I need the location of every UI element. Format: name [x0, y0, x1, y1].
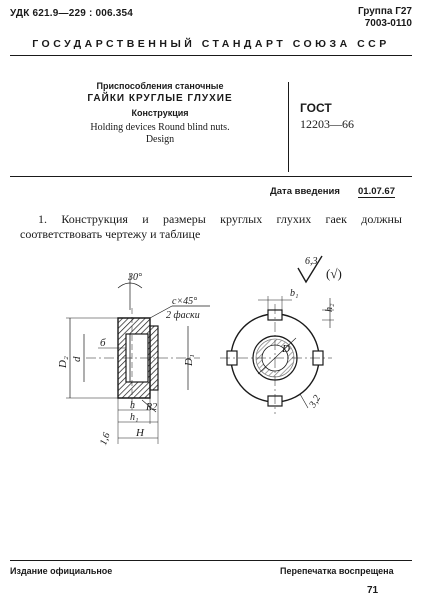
edition-note: Издание официальное — [10, 566, 113, 576]
chamfer-count: 2 фаски — [166, 310, 200, 321]
angle-label: 30° — [128, 272, 142, 283]
header-rule — [10, 55, 412, 56]
title-block — [40, 80, 280, 146]
dim-b1: b₁ — [290, 288, 299, 299]
udk-code: УДК 621.9—229 : 006.354 — [10, 8, 134, 19]
category-title: Приспособления станочные — [96, 81, 224, 91]
dim-D: D — [282, 343, 290, 355]
group-label: Группа Г27 — [357, 6, 412, 17]
group-code — [330, 6, 412, 30]
nut-drawing — [0, 248, 422, 453]
dim-h2: h₂ — [324, 303, 335, 312]
paragraph-1: 1. Конструкция и размеры круглых глухих гаек должны соответствовать чертежу и таблице — [20, 212, 402, 241]
english-title-line2: Design — [145, 134, 175, 145]
dim-H: H — [136, 427, 144, 439]
dim-R2: R2 — [146, 402, 158, 413]
gost-label: ГОСТ — [300, 101, 332, 115]
dim-32: 3,2 — [307, 393, 324, 410]
roughness-symbol — [298, 256, 342, 282]
english-title — [40, 122, 280, 146]
intro-date-label: Дата введения — [270, 186, 340, 197]
page-number: 71 — [367, 585, 379, 596]
dim-16: 1,6 — [98, 431, 113, 447]
dim-D2: D₂ — [57, 356, 69, 368]
dim-h: h — [130, 400, 135, 411]
dim-h1: h₁ — [130, 412, 139, 423]
product-title: ГАЙКИ КРУГЛЫЕ ГЛУХИЕ — [87, 93, 233, 104]
intro-date-value: 01.07.67 — [358, 186, 395, 197]
chamfer-label: c×45° — [172, 296, 198, 307]
roughness-value: 6,3 — [305, 256, 318, 267]
okp-code: 7003-0110 — [364, 18, 412, 29]
end-view — [220, 288, 335, 414]
gost-block — [300, 100, 354, 132]
reprint-note: Перепечатка воспрещена — [280, 566, 394, 576]
section-view — [57, 272, 210, 447]
dim-b: б — [100, 337, 106, 349]
subtitle: Конструкция — [131, 108, 189, 118]
roughness-paren: (√) — [326, 266, 342, 281]
english-title-line1: Holding devices Round blind nuts. — [90, 122, 230, 133]
state-standard-heading: ГОСУДАРСТВЕННЫЙ СТАНДАРТ СОЮЗА ССР — [32, 38, 390, 50]
dim-D1: D₁ — [183, 354, 195, 366]
date-rule — [10, 176, 412, 177]
gost-number: 12203—66 — [300, 117, 354, 131]
title-divider — [288, 82, 289, 172]
footer-rule — [10, 560, 412, 561]
dim-32-leader — [300, 394, 308, 408]
dim-d: d — [71, 356, 83, 362]
